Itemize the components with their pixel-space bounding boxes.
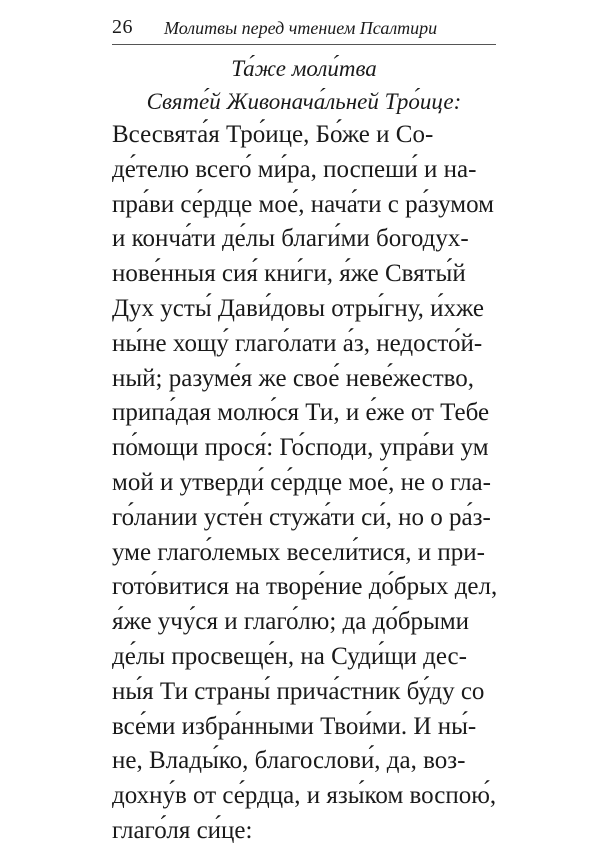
body-line: по́мощи прося́: Го́споди, упра́ви ум <box>112 434 489 462</box>
body-line: я́же учу́ся и глаго́лю; да до́брыми <box>112 608 470 636</box>
body-line: гото́витися на творе́ние до́брых дел, <box>112 573 498 601</box>
body-line: и конча́ти де́лы благи́ми богодух- <box>112 225 469 253</box>
body-line: не, Влады́ко, благослови́, да, воз- <box>112 747 466 775</box>
heading-line-1: Та́же моли́тва <box>231 56 377 81</box>
heading-line-2: Святе́й Живонача́льней Тро́ице: <box>146 89 462 114</box>
body-line: все́ми избра́нными Твои́ми. И ны́- <box>112 712 477 740</box>
body-line: де́телю всего́ ми́ра, поспеши́ и на- <box>112 155 477 183</box>
body-line: Всесвята́я Тро́ице, Бо́же и Со- <box>112 121 434 148</box>
page-number: 26 <box>112 16 133 38</box>
body-line: глаго́ля си́це: <box>112 816 253 844</box>
body-line: уме глаго́лемых весели́тися, и при- <box>112 538 485 566</box>
body-line: Дух усты́ Дави́довы отры́гну, и́хже <box>112 294 485 322</box>
body-line: пра́ви се́рдце мое́, нача́ти с ра́зумом <box>112 190 494 218</box>
prayer-body <box>112 118 502 849</box>
header-rule <box>112 44 496 45</box>
body-line: ны́я Ти страны́ прича́стник бу́ду со <box>112 677 485 705</box>
body-line: де́лы просвеще́н, на Суди́щи дес- <box>112 642 467 670</box>
body-line: го́лании усте́н стужа́ти си́, но о ра́з- <box>112 503 491 531</box>
running-title: Молитвы перед чтением Псалтири <box>164 18 438 38</box>
body-line: мой и утверди́ се́рдце мое́, не о гла- <box>112 468 491 496</box>
body-line: припа́дая молю́ся Ти, и е́же от Тебе <box>112 399 490 427</box>
body-line: ный; разуме́я же свое́ неве́жество, <box>112 364 474 392</box>
body-line: дохну́в от се́рдца, и язы́ком воспою́, <box>112 782 497 810</box>
body-line: ны́не хощу́ глаго́лати а́з, недосто́й- <box>112 329 483 357</box>
prayer-heading <box>112 52 496 118</box>
running-head <box>112 14 496 46</box>
body-line: нове́нныя сия́ кни́ги, я́же Святы́й <box>112 260 466 288</box>
